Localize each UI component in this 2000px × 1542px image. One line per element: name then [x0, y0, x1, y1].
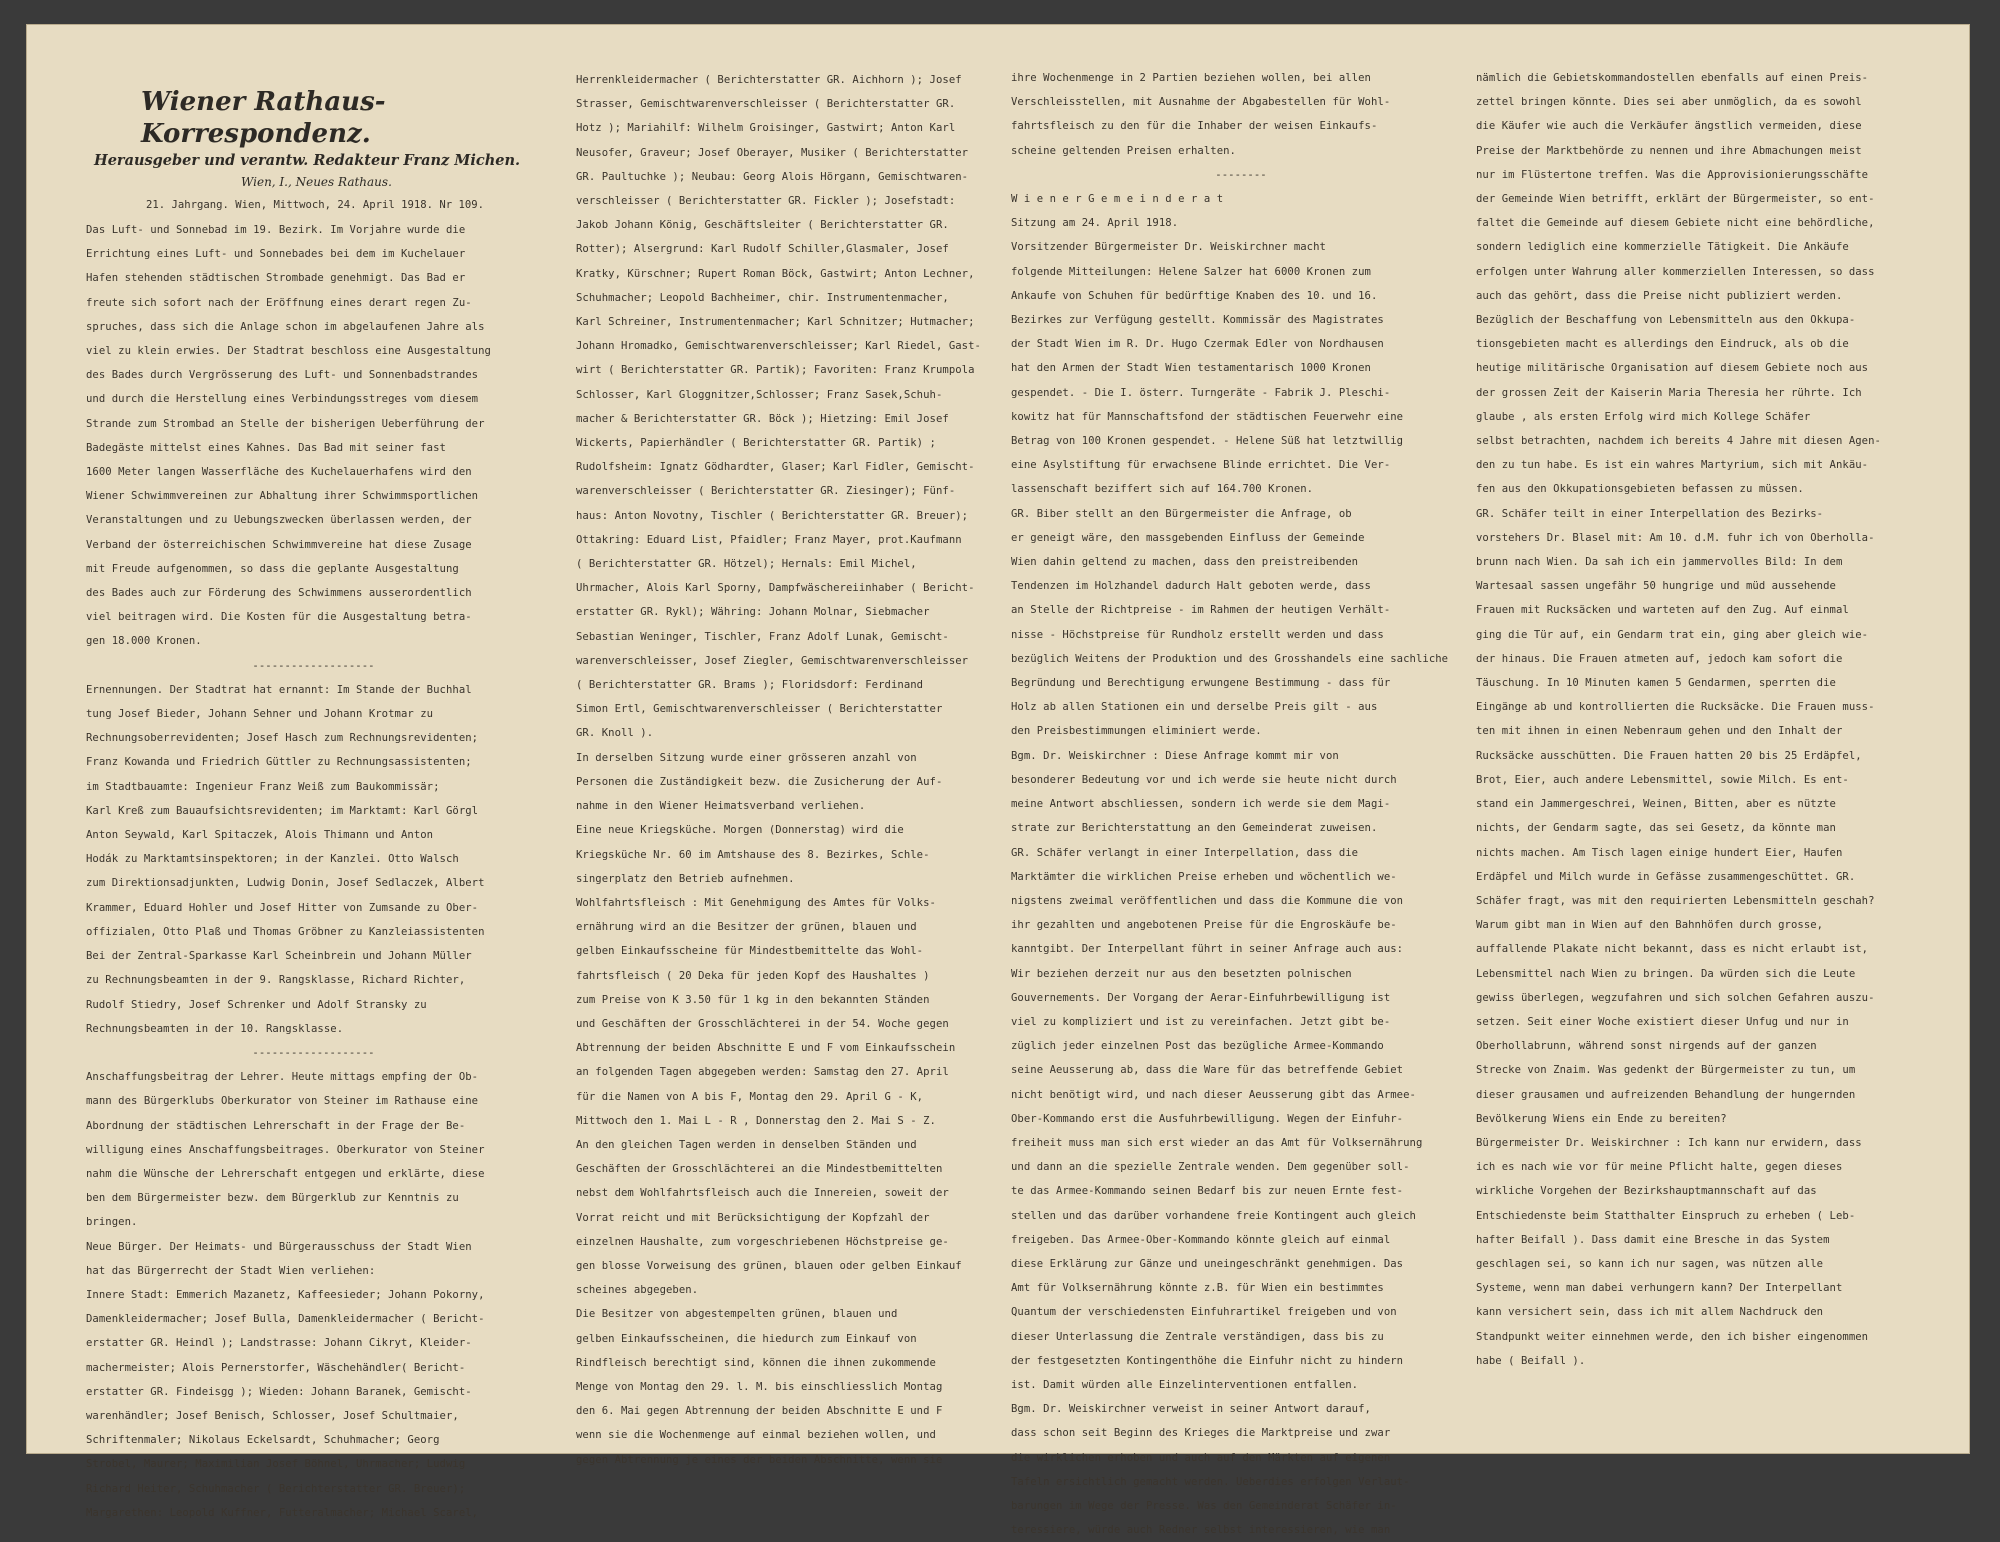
- text-line: Franz Kowanda und Friedrich Güttler zu Rechnungsassistenten;: [86, 756, 472, 769]
- column-4-text: [1476, 66, 1931, 1373]
- text-line: nahme in den Wiener Heimatsverband verliehen.: [576, 800, 866, 813]
- text-line: Karl Kreß zum Bauaufsichtsrevidenten; im Marktamt: Karl Görgl: [86, 804, 479, 817]
- text-line: einzelnen Haushalte, zum vorgeschriebenen Höchstpreise ge-: [576, 1235, 949, 1248]
- text-line: ihre Wochenmenge in 2 Partien beziehen wollen, bei allen: [1011, 72, 1371, 84]
- document-page: [26, 24, 1970, 1537]
- column-3-text: [1011, 66, 1471, 1542]
- text-line: haus: Anton Novotny, Tischler ( Berichterstatter GR. Breuer);: [576, 509, 969, 522]
- text-line: Strobel, Maurer; Maximilian Josef Böhnel, Uhrmacher; Ludwig: [86, 1458, 466, 1471]
- text-line: offizialen, Otto Plaß und Thomas Gröbner zu Kanzleiassistenten: [86, 925, 485, 938]
- text-line: Standpunkt weiter einnehmen werde, den ich bisher eingenommen: [1476, 1330, 1869, 1343]
- text-line: Rudolfsheim: Ignatz Gödhardter, Glaser; Karl Fidler, Gemischt-: [576, 461, 975, 474]
- text-line: seine Aeusserung ab, dass die Ware für das betreffende Gebiet: [1011, 1064, 1404, 1077]
- text-line: W i e n e r G e m e i n d e r a t: [1011, 193, 1224, 206]
- masthead-editor: Herausgeber und verantw. Redakteur Franz Michen.: [94, 152, 521, 169]
- text-line: Tafeln ersichtlich gemacht werden. Ueberdies erfolgen Verlaut-: [1011, 1475, 1410, 1488]
- text-line: nichts, der Gendarm sagte, das sei Gesetz, da könnte man: [1476, 822, 1836, 835]
- text-line: erfolgen unter Wahrung aller kommerziellen Interessen, so dass: [1476, 265, 1875, 278]
- text-line: bezüglich Weitens der Produktion und des Grosshandels eine sachliche: [1011, 652, 1449, 665]
- text-line: Margarethen: Leopold Kuffner, Futteralmacher; Michael Scarel,: [86, 1506, 479, 1519]
- text-line: ben dem Bürgermeister bezw. dem Bürgerklub zur Kenntnis zu: [86, 1192, 459, 1205]
- text-line: Frauen mit Rucksäcken und warteten auf den Zug. Auf einmal: [1476, 604, 1849, 617]
- text-line: Marktämter die wirklichen Preise erheben und wöchentlich we-: [1011, 870, 1397, 883]
- text-line: geschlagen sei, so kann ich nur sagen, was nützen alle: [1476, 1257, 1824, 1270]
- text-line: für die Namen von A bis F, Montag den 29. April G - K,: [576, 1090, 924, 1103]
- text-line: Tendenzen im Holzhandel dadurch Halt geboten werde, dass: [1011, 580, 1371, 593]
- text-line: wenn sie die Wochenmenge auf einmal beziehen wollen, und: [576, 1429, 936, 1442]
- text-line: erstatter GR. Rykl); Währing: Johann Molnar, Siebmacher: [576, 606, 930, 619]
- text-line: Bezirkes zur Verfügung gestellt. Kommissär des Magistrates: [1011, 314, 1384, 327]
- text-line: im Stadtbauamte: Ingenieur Franz Weiß zum Baukommissär;: [86, 780, 440, 793]
- column-1: [86, 86, 541, 1519]
- text-line: Lebensmittel nach Wien zu bringen. Da würden sich die Leute: [1476, 967, 1856, 980]
- text-line: der Gemeinde Wien betrifft, erklärt der Bürgermeister, so ent-: [1476, 193, 1875, 206]
- text-line: Rechnungsbeamten in der 10. Rangsklasse.: [86, 1022, 344, 1035]
- text-line: ( Berichterstatter GR. Hötzel); Hernals: Emil Michel,: [576, 558, 917, 571]
- text-line: zettel bringen könnte. Dies sei aber unmöglich, da es sowohl: [1476, 96, 1862, 109]
- column-3: [1011, 66, 1471, 1537]
- text-line: nahm die Wünsche der Lehrerschaft entgegen und erklärte, diese: [86, 1167, 485, 1180]
- text-line: wirt ( Berichterstatter GR. Partik); Favoriten: Franz Krumpola: [576, 364, 975, 377]
- text-line: nur im Flüstertone treffen. Was die Approvisionierungsschäfte: [1476, 168, 1869, 181]
- text-line: habe ( Beifall ).: [1476, 1354, 1586, 1367]
- text-line: Kratky, Kürschner; Rupert Roman Böck, Gastwirt; Anton Lechner,: [576, 267, 975, 280]
- text-line: zum Preise von K 3.50 für 1 kg in den bekannten Ständen: [576, 993, 930, 1006]
- text-line: scheine geltenden Preisen erhalten.: [1011, 144, 1236, 157]
- text-line: -------------------: [252, 1046, 375, 1059]
- text-line: Strasser, Gemischtwarenverschleisser ( Berichterstatter GR.: [576, 98, 956, 111]
- text-line: Richard Heiter, Schuhmacher ( Berichterstatter GR. Breuer);: [86, 1482, 466, 1495]
- text-line: Betrag von 100 Kronen gespendet. - Helene Süß hat letztwillig: [1011, 435, 1404, 448]
- text-line: ihr gezahlten und angebotenen Preise für die Engroskäufe be-: [1011, 919, 1397, 932]
- text-line: Neue Bürger. Der Heimats- und Bürgerausschuss der Stadt Wien: [86, 1240, 472, 1253]
- text-line: bringen.: [86, 1216, 138, 1229]
- text-line: stellen und das darüber vorhandene freie Kontingent auch gleich: [1011, 1209, 1416, 1222]
- text-line: macher & Berichterstatter GR. Böck ); Hietzing: Emil Josef: [576, 412, 949, 425]
- text-line: Krammer, Eduard Hohler und Josef Hitter von Zumsande zu Ober-: [86, 901, 479, 914]
- text-line: den Preisbestimmungen eliminiert werde.: [1011, 725, 1262, 738]
- text-line: Holz ab allen Stationen ein und derselbe Preis gilt - aus: [1011, 701, 1378, 714]
- text-line: der hinaus. Die Frauen atmeten auf, jedoch kam sofort die: [1476, 652, 1843, 665]
- text-line: viel beitragen wird. Die Kosten für die Ausgestaltung betra-: [86, 611, 472, 624]
- text-line: scheines abgegeben.: [576, 1284, 699, 1297]
- text-line: auch das gehört, dass die Preise nicht publiziert werden.: [1476, 289, 1843, 302]
- text-line: singerplatz den Betrieb aufnehmen.: [576, 872, 795, 885]
- text-line: er geneigt wäre, den massgebenden Einfluss der Gemeinde: [1011, 531, 1365, 544]
- text-line: viel zu kompliziert und ist zu vereinfachen. Jetzt gibt be-: [1011, 1015, 1391, 1028]
- text-line: Hotz ); Mariahilf: Wilhelm Groisinger, Gastwirt; Anton Karl: [576, 122, 956, 135]
- text-line: faltet die Gemeinde auf diesem Gebiete nicht eine behördliche,: [1476, 217, 1875, 230]
- text-line: tionsgebieten macht es allerdings den Eindruck, als ob die: [1476, 338, 1849, 351]
- text-line: Abtrennung der beiden Abschnitte E und F vom Einkaufsschein: [576, 1042, 956, 1055]
- text-line: ernährung wird an die Besitzer der grünen, blauen und: [576, 921, 917, 934]
- text-line: die wirklichen erhoben und auch auf den Märkten auf eigenen: [1011, 1451, 1391, 1464]
- text-line: und durch die Herstellung eines Verbindungsstreges vom diesem: [86, 393, 479, 406]
- text-line: machermeister; Alois Pernerstorfer, Wäschehändler( Bericht-: [86, 1361, 466, 1374]
- text-line: dass schon seit Beginn des Krieges die Marktpreise und zwar: [1011, 1427, 1391, 1440]
- text-line: Geschäften der Grosschlächterei an die Mindestbemittelten: [576, 1163, 943, 1176]
- text-line: warenverschleisser ( Berichterstatter GR. Ziesinger); Fünf-: [576, 485, 956, 498]
- text-line: Anschaffungsbeitrag der Lehrer. Heute mittags empfing der Ob-: [86, 1071, 479, 1084]
- text-line: Schlosser, Karl Gloggnitzer,Schlosser; Franz Sasek,Schuh-: [576, 388, 943, 401]
- text-line: Simon Ertl, Gemischtwarenverschleisser ( Berichterstatter: [576, 703, 943, 716]
- text-line: Veranstaltungen und zu Uebungszwecken überlassen werden, der: [86, 514, 472, 527]
- text-line: erstatter GR. Heindl ); Landstrasse: Johann Cikryt, Kleider-: [86, 1337, 472, 1350]
- text-line: Sitzung am 24. April 1918.: [1011, 217, 1179, 230]
- text-line: dieser Unterlassung die Zentrale verständigen, dass bis zu: [1011, 1330, 1384, 1343]
- text-line: meine Antwort abschliessen, sondern ich werde sie dem Magi-: [1011, 798, 1391, 811]
- text-line: Uhrmacher, Alois Karl Sporny, Dampfwäschereiinhaber ( Bericht-: [576, 582, 975, 595]
- text-line: Warum gibt man in Wien auf den Bahnhöfen durch grosse,: [1476, 919, 1824, 932]
- text-line: nigstens zweimal veröffentlichen und dass die Kommune die von: [1011, 894, 1404, 907]
- text-line: züglich jeder einzelnen Post das bezügliche Armee-Kommando: [1011, 1040, 1384, 1053]
- text-line: diese Erklärung zur Gänze und uneingeschränkt genehmigen. Das: [1011, 1257, 1404, 1270]
- text-line: nichts machen. Am Tisch lagen einige hundert Eier, Haufen: [1476, 846, 1843, 859]
- text-line: des Bades auch zur Förderung des Schwimmens ausserordentlich: [86, 587, 472, 600]
- text-line: ging die Tür auf, ein Gendarm trat ein, ging aber gleich wie-: [1476, 628, 1869, 641]
- text-line: den 6. Mai gegen Abtrennung der beiden Abschnitte E und F: [576, 1405, 943, 1418]
- text-line: gewiss überlegen, wegzufahren und sich solchen Gefahren auszu-: [1476, 991, 1875, 1004]
- text-line: zu Rechnungsbeamten in der 9. Rangsklasse, Richard Richter,: [86, 974, 466, 987]
- masthead-title: Wiener Rathaus-Korrespondenz.: [141, 87, 386, 149]
- text-line: Begründung und Berechtigung erwungene Bestimmung - dass für: [1011, 677, 1391, 690]
- text-line: Ankaufe von Schuhen für bedürftige Knaben des 10. und 16.: [1011, 289, 1378, 302]
- text-line: wirkliche Vorgehen der Bezirkshauptmannschaft auf das: [1476, 1185, 1817, 1198]
- text-line: kanntgibt. Der Interpellant führt in seiner Anfrage auch aus:: [1011, 943, 1404, 956]
- text-line: sondern lediglich eine kommerzielle Tätigkeit. Die Ankäufe: [1476, 241, 1849, 254]
- text-line: freigeben. Das Armee-Ober-Kommando könnte gleich auf einmal: [1011, 1233, 1391, 1246]
- text-line: setzen. Seit einer Woche existiert dieser Unfug und nur in: [1476, 1015, 1849, 1028]
- text-line: hafter Beifall ). Dass damit eine Bresche in das System: [1476, 1233, 1830, 1246]
- text-line: zum Direktionsadjunkten, Ludwig Donin, Josef Sedlaczek, Albert: [86, 877, 485, 890]
- masthead-issue: 21. Jahrgang. Wien, Mittwoch, 24. April 1918. Nr 109.: [146, 199, 485, 211]
- text-line: heutige militärische Organisation auf diesem Gebiete noch aus: [1476, 362, 1869, 375]
- text-line: Vorrat reicht und mit Berücksichtigung der Kopfzahl der: [576, 1211, 930, 1224]
- text-line: Jakob Johann König, Geschäftsleiter ( Berichterstatter GR.: [576, 219, 949, 232]
- text-line: ist. Damit würden alle Einzelinterventionen entfallen.: [1011, 1378, 1359, 1391]
- text-line: selbst betrachten, nachdem ich bereits 4 Jahre mit diesen Agen-: [1476, 435, 1881, 448]
- text-line: Rotter); Alsergrund: Karl Rudolf Schiller,Glasmaler, Josef: [576, 243, 949, 256]
- text-line: dieser grausamen und aufreizenden Behandlung der hungernden: [1476, 1088, 1856, 1101]
- text-line: Ober-Kommando erst die Ausfuhrbewilligung. Wegen der Einfuhr-: [1011, 1112, 1404, 1125]
- text-line: gegen Abtrennung je eines der beiden Abschnitte, wenn sie: [576, 1453, 943, 1466]
- text-line: Wiener Schwimmvereinen zur Abhaltung ihrer Schwimmsportlichen: [86, 490, 479, 503]
- text-line: Bezüglich der Beschaffung von Lebensmitteln aus den Okkupa-: [1476, 314, 1856, 327]
- column-2: [576, 68, 1016, 1498]
- text-line: Quantum der verschiedensten Einfuhrartikel freigeben und von: [1011, 1306, 1397, 1319]
- text-line: Oberhollabrunn, während sonst nirgends auf der ganzen: [1476, 1040, 1817, 1053]
- text-line: viel zu klein erwies. Der Stadtrat beschloss eine Ausgestaltung: [86, 345, 491, 358]
- text-line: erstatter GR. Findeisgg ); Wieden: Johann Baranek, Gemischt-: [86, 1385, 472, 1398]
- text-line: tung Josef Bieder, Johann Sehner und Johann Krotmar zu: [86, 708, 434, 721]
- text-line: der Stadt Wien im R. Dr. Hugo Czermak Edler von Nordhausen: [1011, 338, 1384, 351]
- text-line: Ernennungen. Der Stadtrat hat ernannt: Im Stande der Buchhal: [86, 683, 472, 696]
- text-line: stand ein Jammergeschrei, Weinen, Bitten, aber es nützte: [1476, 798, 1836, 811]
- text-line: 1600 Meter langen Wasserfläche des Kuchelauerhafens wird den: [86, 466, 472, 479]
- text-line: auffallende Plakate nicht bekannt, dass es nicht erlaubt ist,: [1476, 943, 1869, 956]
- masthead-address: Wien, I., Neues Rathaus.: [241, 175, 392, 189]
- text-line: ten mit ihnen in einen Nebenraum gehen und den Inhalt der: [1476, 725, 1843, 738]
- text-line: Das Luft- und Sonnebad im 19. Bezirk. Im Vorjahre wurde die: [86, 224, 466, 236]
- text-line: hat das Bürgerrecht der Stadt Wien verliehen:: [86, 1264, 376, 1277]
- text-line: nicht benötigt wird, und nach dieser Aeusserung gibt das Armee-: [1011, 1088, 1416, 1101]
- text-line: --------: [1215, 168, 1267, 181]
- text-line: Eine neue Kriegsküche. Morgen (Donnerstag) wird die: [576, 824, 904, 837]
- text-line: Innere Stadt: Emmerich Mazanetz, Kaffeesieder; Johann Pokorny,: [86, 1288, 485, 1301]
- text-line: Eingänge ab und kontrollierten die Rucksäcke. Die Frauen muss-: [1476, 701, 1875, 714]
- text-line: Schriftenmaler; Nikolaus Eckelsardt, Schuhmacher; Georg: [86, 1434, 440, 1447]
- text-line: Bei der Zentral-Sparkasse Karl Scheinbrein und Johann Müller: [86, 950, 472, 963]
- text-line: besonderer Bedeutung vor und ich werde sie heute nicht durch: [1011, 773, 1397, 786]
- text-line: Damenkleidermacher; Josef Bulla, Damenkleidermacher ( Bericht-: [86, 1313, 485, 1326]
- text-line: Herrenkleidermacher ( Berichterstatter GR. Aichhorn ); Josef: [576, 74, 962, 86]
- text-line: verschleisser ( Berichterstatter GR. Fickler ); Josefstadt:: [576, 195, 956, 208]
- text-line: In derselben Sitzung wurde einer grösseren anzahl von: [576, 751, 917, 764]
- text-line: Täuschung. In 10 Minuten kamen 5 Gendarmen, sperrten die: [1476, 677, 1836, 690]
- text-line: Wien dahin geltend zu machen, dass den preistreibenden: [1011, 556, 1359, 569]
- text-line: An den gleichen Tagen werden in denselben Ständen und: [576, 1138, 917, 1151]
- text-line: Hafen stehenden städtischen Strombade genehmigt. Das Bad er: [86, 272, 466, 285]
- text-line: Preise der Marktbehörde zu nennen und ihre Abmachungen meist: [1476, 144, 1862, 157]
- text-line: Rechnungsoberrevidenten; Josef Hasch zum Rechnungsrevidenten;: [86, 732, 479, 745]
- text-line: Hodák zu Marktamtsinspektoren; in der Kanzlei. Otto Walsch: [86, 853, 459, 866]
- text-line: gen blosse Vorweisung des grünen, blauen oder gelben Einkauf: [576, 1259, 962, 1272]
- text-line: vorstehers Dr. Blasel mit: Am 10. d.M. fuhr ich von Oberholla-: [1476, 531, 1875, 544]
- text-line: kann versichert sein, dass ich mit allem Nachdruck den: [1476, 1306, 1824, 1319]
- text-line: GR. Schäfer verlangt in einer Interpellation, dass die: [1011, 846, 1359, 859]
- text-line: Badegäste mittelst eines Kahnes. Das Bad mit seiner fast: [86, 441, 446, 454]
- text-line: Rucksäcke ausschütten. Die Frauen hatten 20 bis 25 Erdäpfel,: [1476, 749, 1862, 762]
- text-line: Errichtung eines Luft- und Sonnebades bei dem im Kuchelauer: [86, 248, 466, 261]
- text-line: te das Armee-Kommando seinen Bedarf bis zur neuen Ernte fest-: [1011, 1185, 1404, 1198]
- text-line: Brot, Eier, auch andere Lebensmittel, sowie Milch. Es ent-: [1476, 773, 1849, 786]
- text-line: fahrtsfleisch zu den für die Inhaber der weisen Einkaufs-: [1011, 120, 1378, 133]
- text-line: Schäfer fragt, was mit den requirierten Lebensmitteln geschah?: [1476, 894, 1875, 907]
- text-line: Karl Schreiner, Instrumentenmacher; Karl Schnitzer; Hutmacher;: [576, 316, 975, 329]
- text-line: Johann Hromadko, Gemischtwarenverschleisser; Karl Riedel, Gast-: [576, 340, 981, 353]
- text-line: Systeme, wenn man dabei verhungern kann? Der Interpellant: [1476, 1282, 1843, 1295]
- text-line: folgende Mitteilungen: Helene Salzer hat 6000 Kronen zum: [1011, 265, 1371, 278]
- text-line: GR. Paultuchke ); Neubau: Georg Alois Hörgann, Gemischtwaren-: [576, 170, 969, 183]
- text-line: Mittwoch den 1. Mai L - R , Donnerstag den 2. Mai S - Z.: [576, 1114, 936, 1127]
- column-1-text: [86, 218, 541, 1525]
- column-2-text: [576, 68, 1016, 1472]
- text-line: Strecke von Znaim. Was gedenkt der Bürgermeister zu tun, um: [1476, 1064, 1856, 1077]
- text-line: Bürgermeister Dr. Weiskirchner : Ich kann nur erwidern, dass: [1476, 1136, 1862, 1149]
- text-line: -------------------: [252, 659, 375, 672]
- text-line: nämlich die Gebietskommandostellen ebenfalls auf einen Preis-: [1476, 72, 1869, 84]
- text-line: Menge von Montag den 29. l. M. bis einschliesslich Montag: [576, 1380, 943, 1393]
- text-line: Wir beziehen derzeit nur aus den besetzten polnischen: [1011, 967, 1352, 980]
- text-line: an folgenden Tagen abgegeben werden: Samstag den 27. April: [576, 1066, 949, 1079]
- text-line: Personen die Zuständigkeit bezw. die Zusicherung der Auf-: [576, 775, 943, 788]
- text-line: Abordnung der städtischen Lehrerschaft in der Frage der Be-: [86, 1119, 466, 1132]
- text-line: Sebastian Weninger, Tischler, Franz Adolf Lunak, Gemischt-: [576, 630, 949, 643]
- text-line: glaube , als ersten Erfolg wird mich Kollege Schäfer: [1476, 410, 1811, 423]
- text-line: ( Berichterstatter GR. Brams ); Floridsdorf: Ferdinand: [576, 679, 924, 692]
- text-line: des Bades durch Vergrösserung des Luft- und Sonnenbadstrandes: [86, 369, 479, 382]
- text-line: fahrtsfleisch ( 20 Deka für jeden Kopf des Haushaltes ): [576, 969, 930, 982]
- text-line: Bgm. Dr. Weiskirchner verweist in seiner Antwort darauf,: [1011, 1403, 1371, 1416]
- text-line: GR. Schäfer teilt in einer Interpellation des Bezirks-: [1476, 507, 1824, 520]
- text-line: Bgm. Dr. Weiskirchner : Diese Anfrage kommt mir von: [1011, 749, 1339, 762]
- text-line: spruches, dass sich die Anlage schon im abgelaufenen Jahre als: [86, 320, 485, 333]
- text-line: gelben Einkaufsscheine für Mindestbemittelte das Wohl-: [576, 945, 924, 958]
- text-line: lassenschaft beziffert sich auf 164.700 Kronen.: [1011, 483, 1314, 496]
- text-line: gespendet. - Die I. österr. Turngeräte - Fabrik J. Pleschi-: [1011, 386, 1391, 399]
- text-line: ich es nach wie vor für meine Pflicht halte, gegen dieses: [1476, 1161, 1843, 1174]
- text-line: der festgesetzten Kontingenthöhe die Einfuhr nicht zu hindern: [1011, 1354, 1404, 1367]
- text-line: fen aus den Okkupationsgebieten befassen zu müssen.: [1476, 483, 1804, 496]
- text-line: willigung eines Anschaffungsbeitrages. Oberkurator von Steiner: [86, 1143, 485, 1156]
- text-line: den zu tun habe. Es ist ein wahres Martyrium, sich mit Ankäu-: [1476, 459, 1869, 472]
- text-line: Rudolf Stiedry, Josef Schrenker und Adolf Stransky zu: [86, 998, 427, 1011]
- text-line: Neusofer, Graveur; Josef Oberayer, Musiker ( Berichterstatter: [576, 146, 969, 159]
- text-line: Amt für Volksernährung könnte z.B. für Wien ein bestimmtes: [1011, 1282, 1384, 1295]
- text-line: Wickerts, Papierhändler ( Berichterstatter GR. Partik) ;: [576, 437, 936, 450]
- text-line: GR. Knoll ).: [576, 727, 654, 740]
- text-line: mann des Bürgerklubs Oberkurator von Steiner im Rathause eine: [86, 1095, 479, 1108]
- text-line: der grossen Zeit der Kaiserin Maria Theresia her rührte. Ich: [1476, 386, 1862, 399]
- text-line: an Stelle der Richtpreise - im Rahmen der heutigen Verhält-: [1011, 604, 1391, 617]
- text-line: Entschiedenste beim Statthalter Einspruch zu erheben ( Leb-: [1476, 1209, 1856, 1222]
- text-line: strate zur Berichterstattung an den Gemeinderat zuweisen.: [1011, 822, 1378, 835]
- text-line: und Geschäften der Grosschlächterei in der 54. Woche gegen: [576, 1017, 949, 1030]
- text-line: und dann an die spezielle Zentrale wenden. Dem gegenüber soll-: [1011, 1161, 1410, 1174]
- text-line: Ottakring: Eduard List, Pfaidler; Franz Mayer, prot.Kaufmann: [576, 533, 962, 546]
- text-line: eine Asylstiftung für erwachsene Blinde errichtet. Die Ver-: [1011, 459, 1391, 472]
- text-line: Verband der österreichischen Schwimmvereine hat diese Zusage: [86, 538, 472, 551]
- text-line: Rindfleisch berechtigt sind, können die ihnen zukommende: [576, 1356, 936, 1369]
- text-line: Wartesaal sassen ungefähr 50 hungrige und müd aussehende: [1476, 580, 1836, 593]
- text-line: nisse - Höchstpreise für Rundholz erstellt werden und dass: [1011, 628, 1384, 641]
- text-line: teressiere, würde auch Redner selbst interessieren, wie man: [1011, 1524, 1391, 1537]
- text-line: mit Freude aufgenommen, so dass die geplante Ausgestaltung: [86, 562, 459, 575]
- text-line: Bevölkerung Wiens ein Ende zu bereiten?: [1476, 1112, 1727, 1125]
- text-line: Kriegsküche Nr. 60 im Amtshause des 8. Bezirkes, Schle-: [576, 848, 930, 861]
- text-line: nebst dem Wohlfahrtsfleisch auch die Innereien, soweit der: [576, 1187, 949, 1200]
- text-line: barungen im Wege der Presse. Was den Gemeinderat Schäfer in-: [1011, 1499, 1397, 1512]
- text-line: Verschleisstellen, mit Ausnahme der Abgabestellen für Wohl-: [1011, 96, 1391, 109]
- text-line: die Käufer wie auch die Verkäufer ängstlich vermeiden, diese: [1476, 120, 1862, 133]
- text-line: Vorsitzender Bürgermeister Dr. Weiskirchner macht: [1011, 241, 1326, 254]
- text-line: GR. Biber stellt an den Bürgermeister die Anfrage, ob: [1011, 507, 1352, 520]
- text-line: gelben Einkaufsscheinen, die hiedurch zum Einkauf von: [576, 1332, 917, 1345]
- text-line: Die Besitzer von abgestempelten grünen, blauen und: [576, 1308, 898, 1321]
- column-4: [1476, 66, 1931, 1496]
- text-line: Anton Seywald, Karl Spitaczek, Alois Thimann und Anton: [86, 829, 434, 842]
- text-line: gen 18.000 Kronen.: [86, 635, 202, 648]
- text-line: warenhändler; Josef Benisch, Schlosser, Josef Schultmaier,: [86, 1409, 459, 1422]
- text-line: hat den Armen der Stadt Wien testamentarisch 1000 Kronen: [1011, 362, 1371, 375]
- text-line: Schuhmacher; Leopold Bachheimer, chir. Instrumentenmacher,: [576, 291, 949, 304]
- text-line: Erdäpfel und Milch wurde in Gefässe zusammengeschüttet. GR.: [1476, 870, 1856, 883]
- text-line: warenverschleisser, Josef Ziegler, Gemischtwarenverschleisser: [576, 654, 969, 667]
- text-line: Gouvernements. Der Vorgang der Aerar-Einfuhrbewilligung ist: [1011, 991, 1391, 1004]
- text-line: brunn nach Wien. Da sah ich ein jammervolles Bild: In dem: [1476, 556, 1843, 569]
- text-line: Strande zum Strombad an Stelle der bisherigen Ueberführung der: [86, 417, 485, 430]
- text-line: Wohlfahrtsfleisch : Mit Genehmigung des Amtes für Volks-: [576, 896, 936, 909]
- text-line: freiheit muss man sich erst wieder an das Amt für Volksernährung: [1011, 1136, 1423, 1149]
- text-line: freute sich sofort nach der Eröffnung eines derart regen Zu-: [86, 296, 472, 309]
- text-line: kowitz hat für Mannschaftsfond der städtischen Feuerwehr eine: [1011, 410, 1404, 423]
